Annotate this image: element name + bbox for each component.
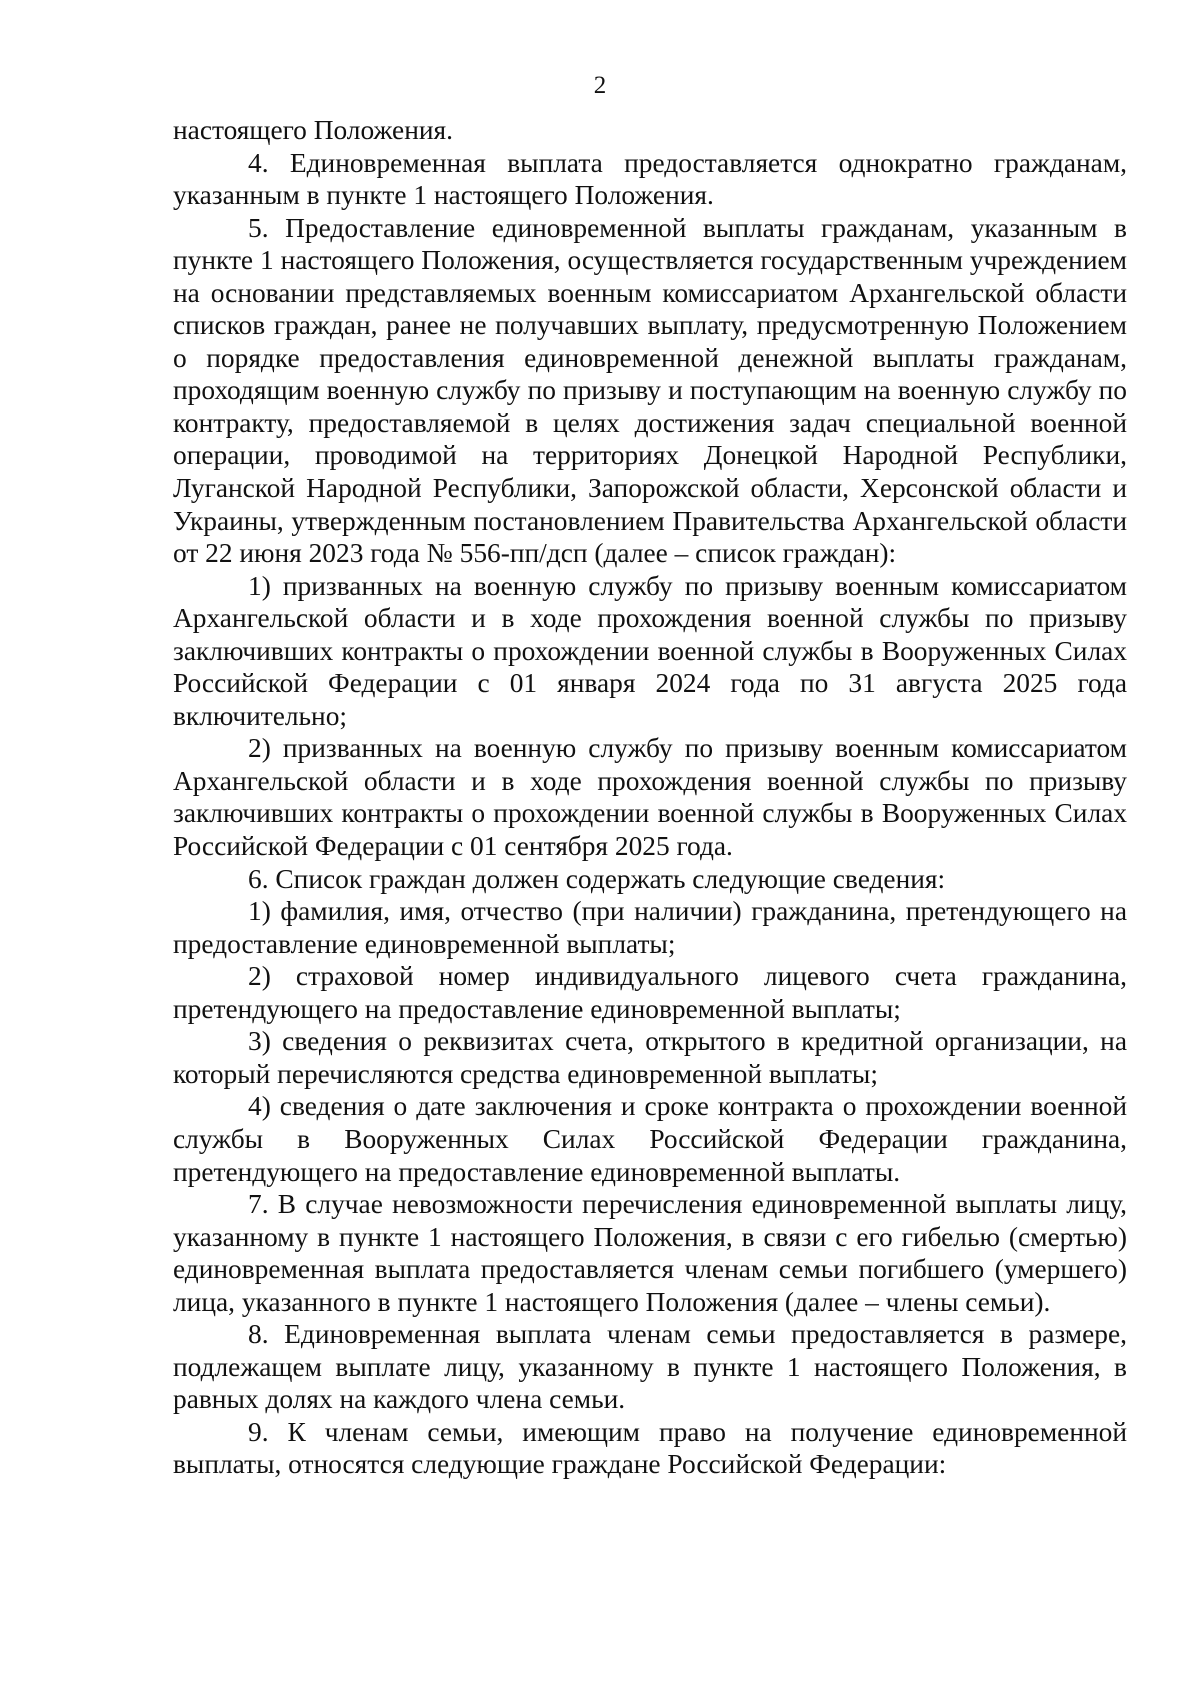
document-body [173, 114, 1127, 1481]
paragraph-item-6-sub-4: 4) сведения о дате заключения и сроке контракта о прохождении военной службы в Вооруженных Силах Российской Федерации гражданина, претендующего на предоставление единовременной выплаты. [173, 1091, 1127, 1187]
paragraph-item-6-sub-2: 2) страховой номер индивидуального лицевого счета гражданина, претендующего на предоставление единовременной выплаты; [173, 961, 1127, 1024]
paragraph-item-7: 7. В случае невозможности перечисления единовременной выплаты лицу, указанному в пункте 1 настоящего Положения, в связи с его гибелью (смертью) единовременная выплата предоставляется членам семьи погибшего (умершего) лица, указанного в пункте 1 настоящего Положения (далее – члены семьи). [173, 1189, 1127, 1317]
paragraph-item-9: 9. К членам семьи, имеющим право на получение единовременной выплаты, относятся следующие граждане Российской Федерации: [173, 1416, 1127, 1480]
paragraph-item-6-sub-3: 3) сведения о реквизитах счета, открытого в кредитной организации, на который перечисляются средства единовременной выплаты; [173, 1026, 1127, 1089]
paragraph-item-4: 4. Единовременная выплата предоставляется однократно гражданам, указанным в пункте 1 настоящего Положения. [173, 147, 1127, 211]
paragraph-continuation: настоящего Положения. [173, 115, 453, 145]
paragraph-item-5-sub-2: 2) призванных на военную службу по призыву военным комиссариатом Архангельской области и в ходе прохождения военной службы по призыву заключивших контракты о прохождении военной службы в Вооруженных Силах Российской Федерации с 01 сентября 2025 года. [173, 733, 1127, 862]
paragraph-item-5-sub-1: 1) призванных на военную службу по призыву военным комиссариатом Архангельской области и в ходе прохождения военной службы по призыву заключивших контракты о прохождении военной службы в Вооруженных Силах Российской Федерации с 01 января 2024 года по 31 августа 2025 года включительно; [173, 570, 1127, 731]
paragraph-item-5: 5. Предоставление единовременной выплаты гражданам, указанным в пункте 1 настоящего Положения, осуществляется государственным учреждением на основании представляемых военным комиссариатом Архангельской области списков граждан, ранее не получавших выплату, предусмотренную Положением о порядке предоставления единовременной денежной выплаты гражданам, проходящим военную службу по призыву и поступающим на военную службу по контракту, предоставляемой в целях достижения задач специальной военной операции, проводимой на территориях Донецкой Народной Республики, Луганской Народной Республики, Запорожской области, Херсонской области и Украины, утвержденным постановлением Правительства Архангельской области от 22 июня 2023 года № 556-пп/дсп (далее – список граждан): [173, 212, 1127, 569]
paragraph-item-6-sub-1: 1) фамилия, имя, отчество (при наличии) гражданина, претендующего на предоставление единовременной выплаты; [173, 896, 1127, 959]
page-number: 2 [593, 72, 607, 99]
paragraph-item-8: 8. Единовременная выплата членам семьи предоставляется в размере, подлежащем выплате лицу, указанному в пункте 1 настоящего Положения, в равных долях на каждого члена семьи. [173, 1319, 1127, 1415]
paragraph-item-6: 6. Список граждан должен содержать следующие сведения: [248, 863, 946, 894]
